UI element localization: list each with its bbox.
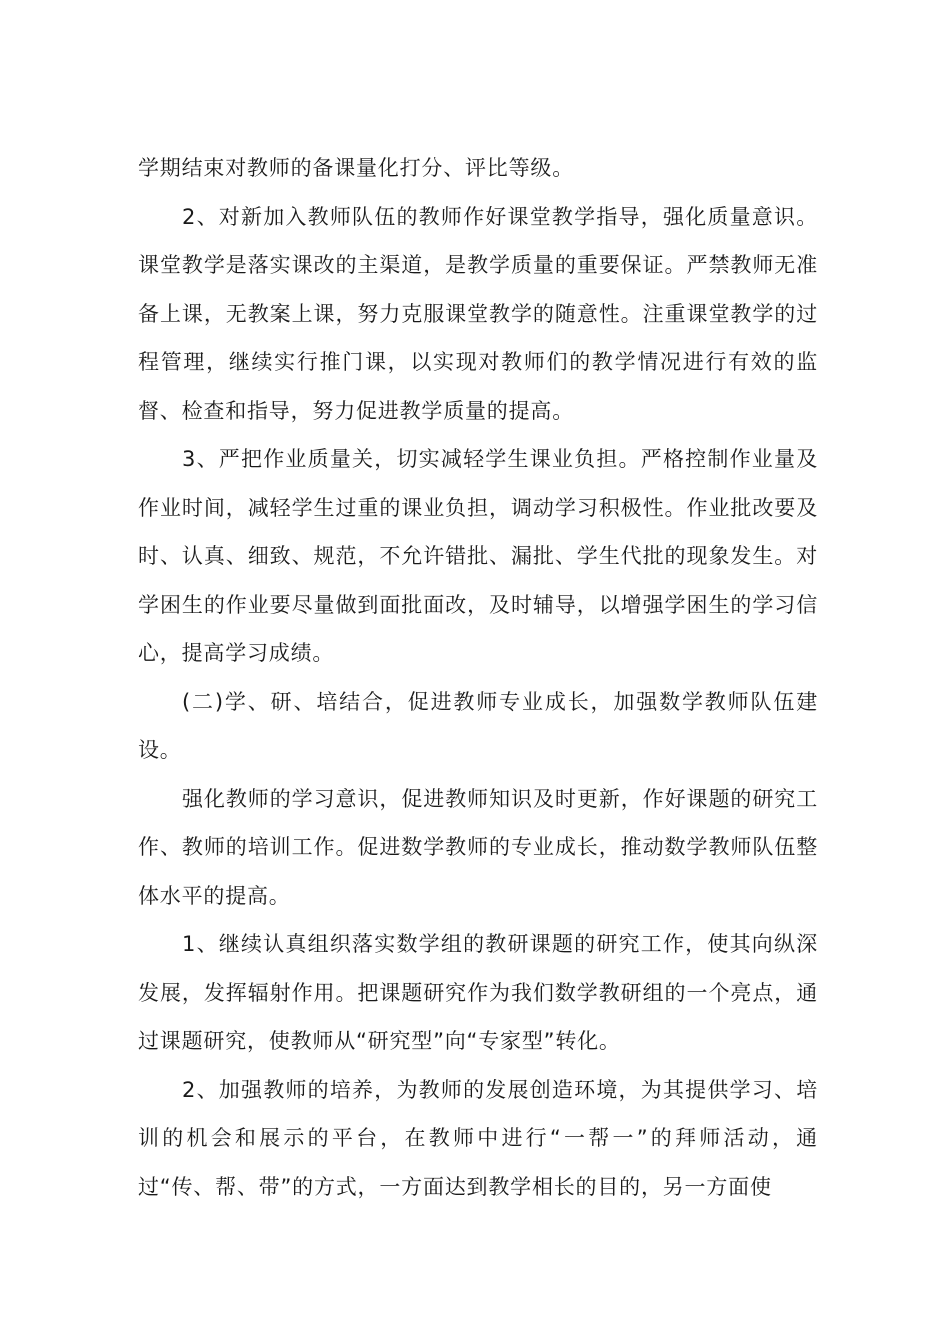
paragraph-teacher-training: 2、加强教师的培养，为教师的发展创造环境，为其提供学习、培训的机会和展示的平台，在教师中进行“一帮一”的拜师活动，通过“传、帮、带”的方式，一方面达到教学相长的目的，另一方面使: [138, 1077, 818, 1199]
section-heading-teacher-growth: (二)学、研、培结合，促进教师专业成长，加强数学教师队伍建设。: [138, 689, 818, 762]
paragraph-research-project: 1、继续认真组织落实数学组的教研课题的研究工作，使其向纵深发展，发挥辐射作用。把课题研究作为我们数学教研组的一个亮点，通过课题研究，使教师从“研究型”向“专家型”转化。: [138, 932, 818, 1053]
document-body: [138, 144, 818, 1211]
paragraph-homework-quality: 3、严把作业质量关，切实减轻学生课业负担。严格控制作业量及作业时间，减轻学生过重的课业负担，调动学习积极性。作业批改要及时、认真、细致、规范，不允许错批、漏批、学生代批的现象发生。对学困生的作业要尽量做到面批面改，及时辅导，以增强学困生的学习信心，提高学习成绩。: [138, 447, 818, 665]
paragraph-learning-awareness: 强化教师的学习意识，促进教师知识及时更新，作好课题的研究工作、教师的培训工作。促进数学教师的专业成长，推动数学教师队伍整体水平的提高。: [138, 786, 818, 908]
paragraph-classroom-guidance: 2、对新加入教师队伍的教师作好课堂教学指导，强化质量意识。课堂教学是落实课改的主渠道，是教学质量的重要保证。严禁教师无准备上课，无教案上课，努力克服课堂教学的随意性。注重课堂教学的过程管理，继续实行推门课，以实现对教师们的教学情况进行有效的监督、检查和指导，努力促进教学质量的提高。: [138, 204, 818, 423]
paragraph-semester-end: 学期结束对教师的备课量化打分、评比等级。: [138, 156, 574, 180]
